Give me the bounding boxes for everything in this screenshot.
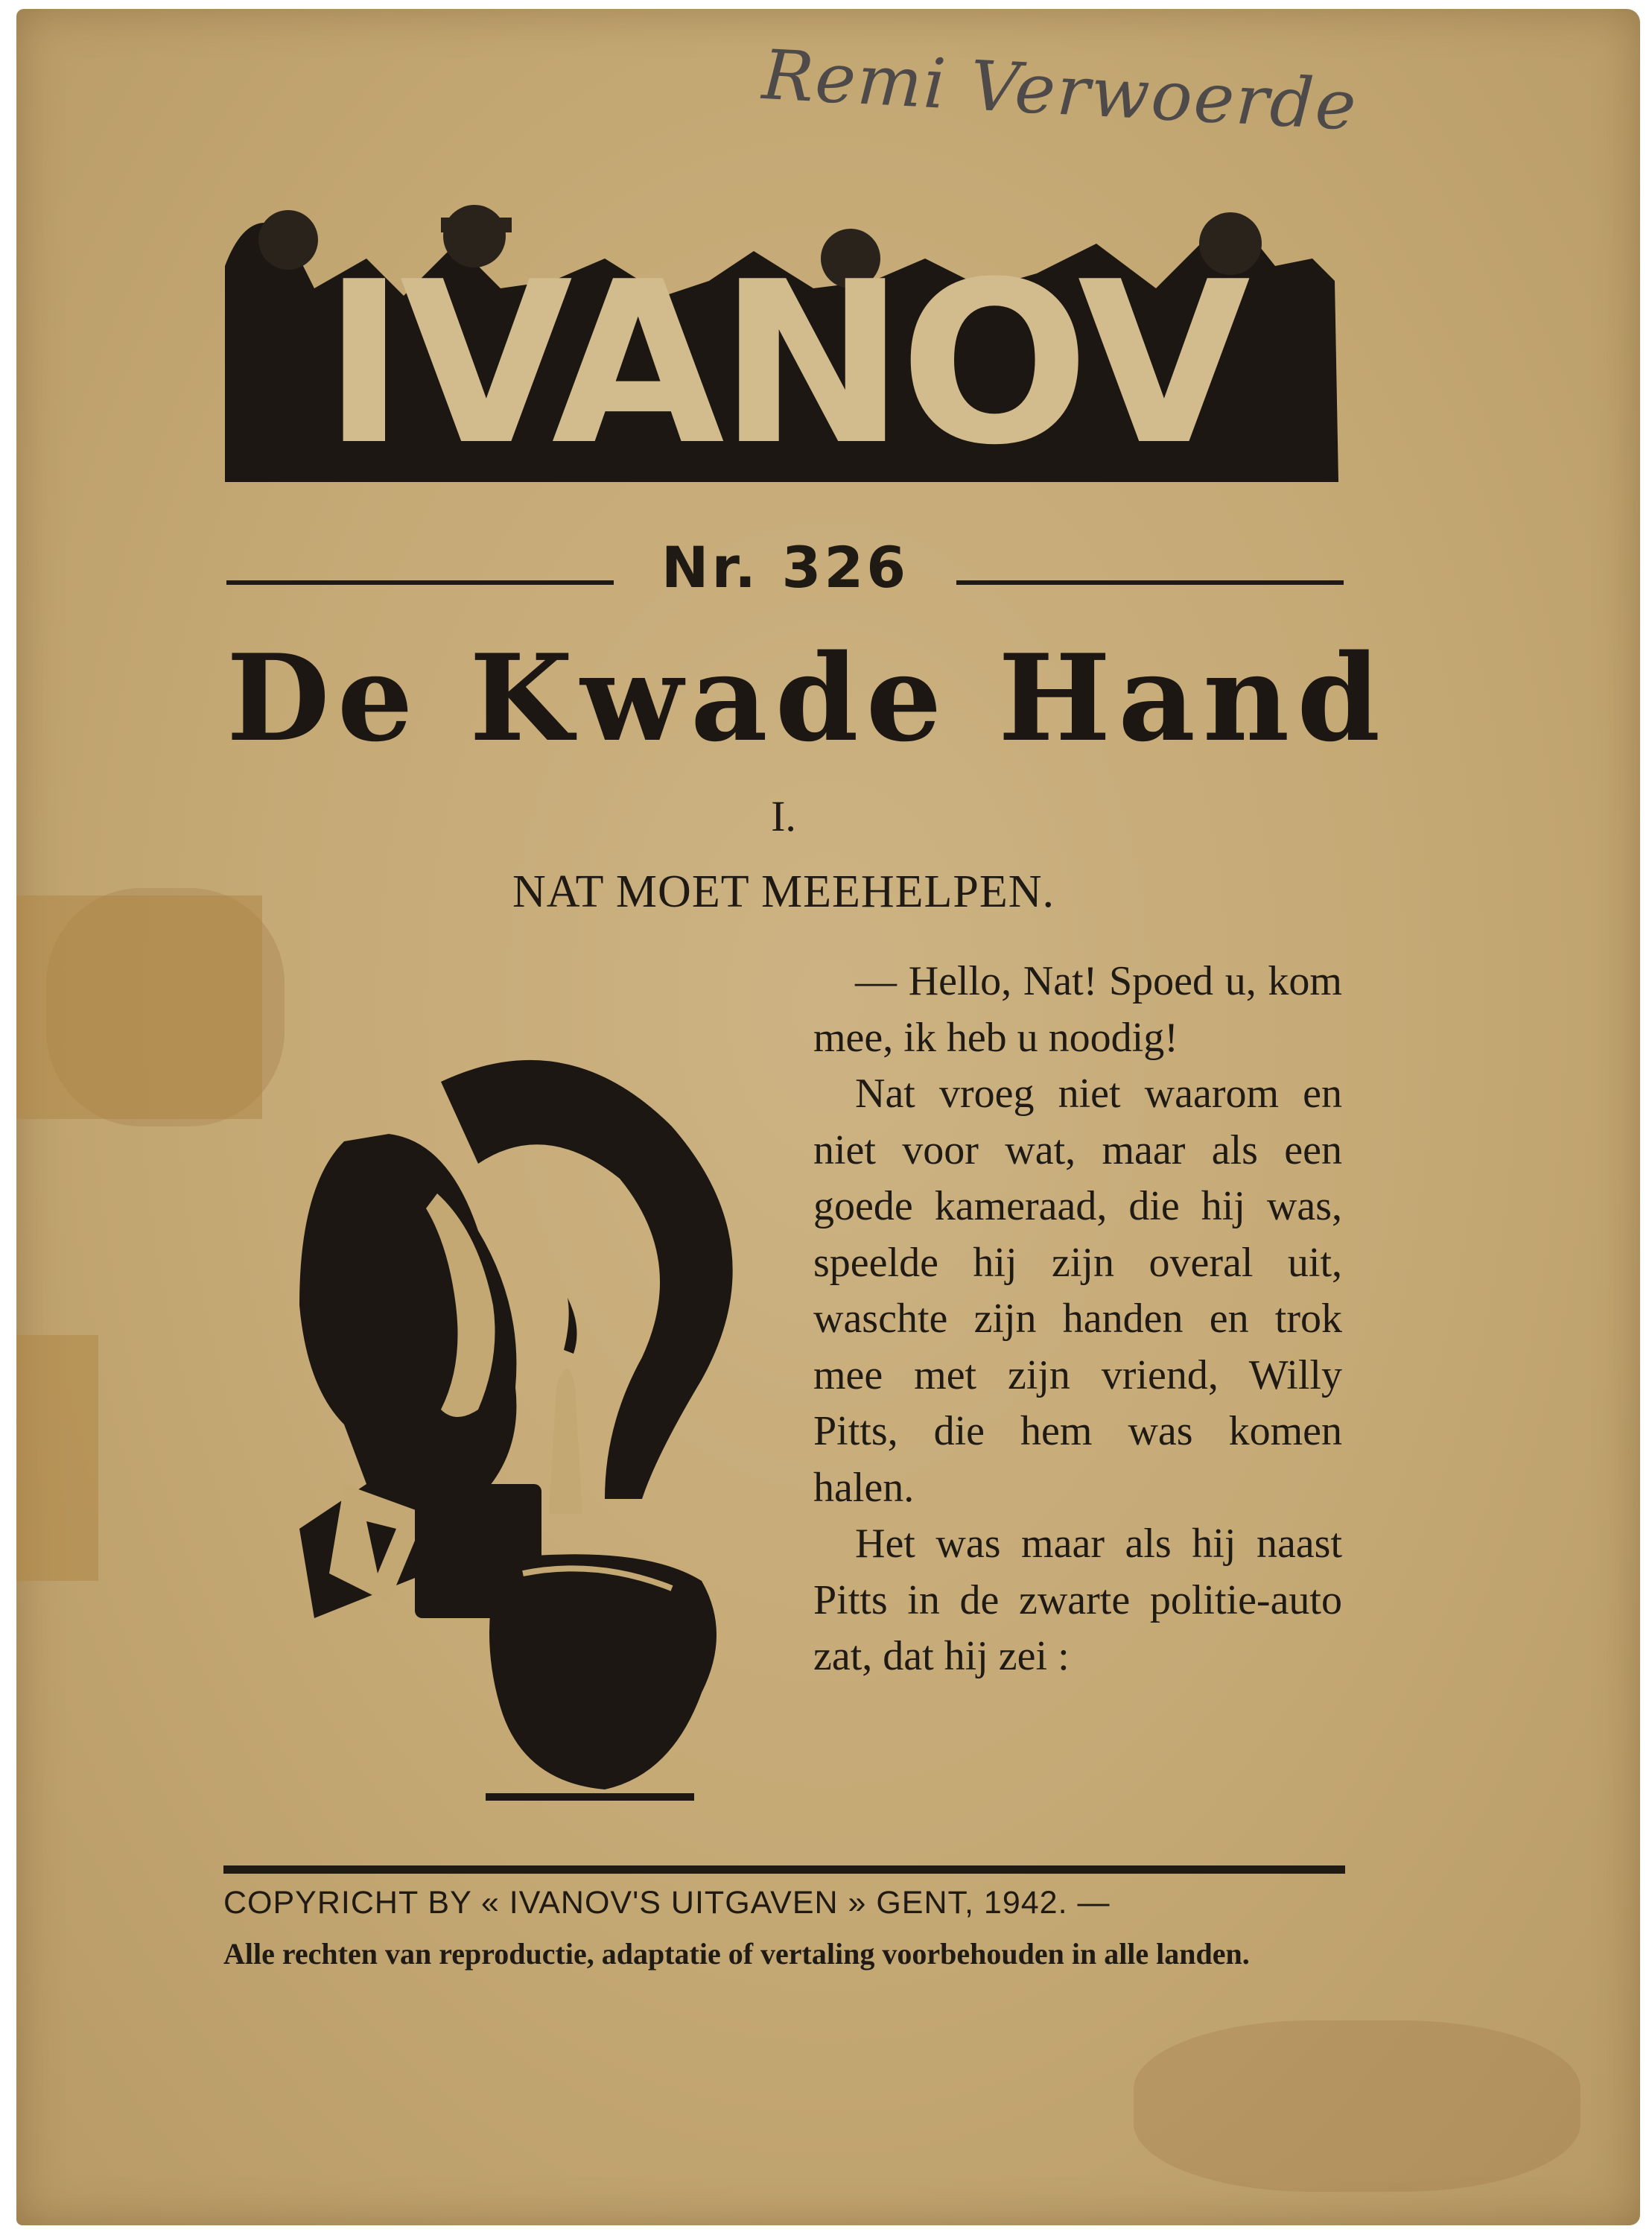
story-paragraph: Het was maar als hij naast Pitts in de zwarte politie-auto zat, dat hij zei : bbox=[813, 1521, 1342, 1679]
woodcut-illustration bbox=[255, 1037, 791, 1812]
issue-rule-left bbox=[226, 580, 614, 585]
copyright-line: COPYRICHT BY « IVANOV'S UITGAVEN » GENT, 1942. — bbox=[223, 1885, 1111, 1921]
paper-stain bbox=[1134, 2020, 1580, 2192]
issue-number: Nr. 326 bbox=[661, 534, 909, 600]
issue-rule-right bbox=[956, 580, 1344, 585]
story-text bbox=[813, 954, 1342, 1685]
masthead-artwork bbox=[217, 177, 1350, 489]
footer-rule bbox=[223, 1865, 1345, 1874]
tape-patch bbox=[16, 1335, 98, 1581]
story-title: De Kwade Hand bbox=[226, 628, 1388, 768]
chapter-number: I. bbox=[771, 792, 796, 840]
magazine-masthead bbox=[217, 177, 1350, 489]
tape-patch bbox=[16, 895, 262, 1119]
booklet-cover bbox=[16, 9, 1640, 2225]
handwritten-signature: Remi Verwoerde bbox=[760, 34, 1360, 146]
story-paragraph: — Hello, Nat! Spoed u, kom mee, ik heb u noodig! bbox=[813, 958, 1342, 1061]
masthead-title: IVANOV bbox=[323, 234, 1245, 489]
issue-number-row bbox=[226, 534, 1344, 624]
chapter-title: NAT MOET MEEHELPEN. bbox=[512, 866, 1055, 917]
rights-notice: Alle rechten van reproductie, adaptatie of vertaling voorbehouden in alle landen. bbox=[223, 1937, 1250, 1971]
story-paragraph: Nat vroeg niet waarom en niet voor wat, maar als een goede kameraad, die hij was, speelde hij zijn overal uit, waschte zijn handen en trok mee met zijn vriend, Willy Pitts, die hem was komen halen. bbox=[813, 1071, 1342, 1511]
cover-illustration bbox=[255, 1037, 791, 1812]
